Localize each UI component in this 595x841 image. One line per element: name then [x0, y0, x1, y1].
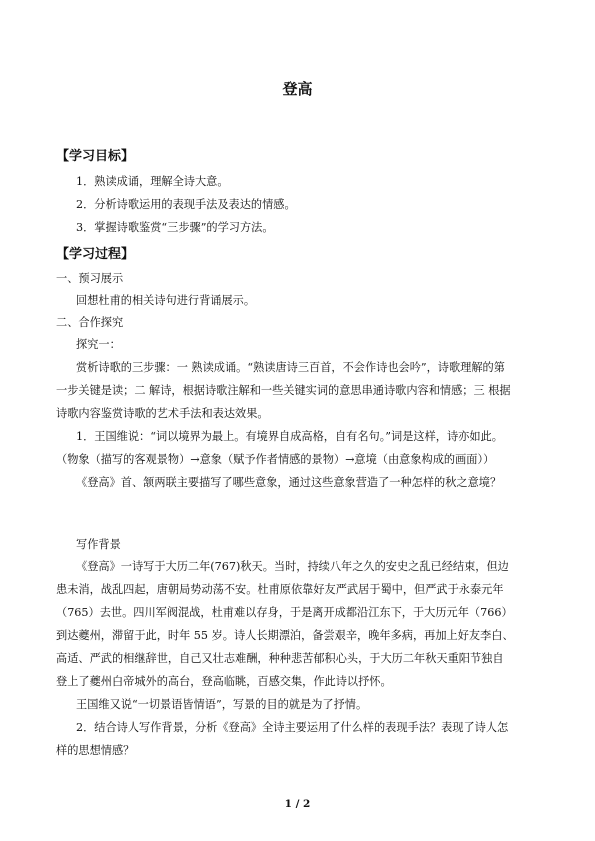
- paragraph-line: 回想杜甫的相关诗句进行背诵展示。: [76, 294, 256, 307]
- paragraph-line: 高适、严武的相继辞世，自己又壮志难酬，种种悲苦郁积心头，于大历二年秋天重阳节独自: [56, 652, 504, 665]
- process-heading: 【学习过程】: [56, 247, 135, 262]
- goal-item: 2．分析诗歌运用的表现手法及表达的情感。: [76, 198, 296, 211]
- background-heading: 写作背景: [76, 538, 121, 551]
- paragraph-line: 诗歌内容鉴赏诗歌的艺术手法和表达效果。: [56, 407, 269, 420]
- page-title: 登高: [282, 80, 313, 98]
- section-heading: 一、预习展示: [56, 272, 124, 285]
- section-heading: 二、合作探究: [56, 316, 124, 329]
- goals-heading: 【学习目标】: [56, 149, 135, 164]
- paragraph-line: （物象（描写的客观景物）→意象（赋予作者情感的景物）→意境（由意象构成的画面））: [56, 453, 495, 466]
- paragraph-line: 一步关键是读；二 解诗，根据诗歌注解和一些关键实词的意思串通诗歌内容和情感；三 根据: [56, 384, 511, 397]
- paragraph-line: 患未消，战乱四起，唐朝局势动荡不安。杜甫原依靠好友严武居于蜀中，但严武于永泰元年: [56, 583, 504, 596]
- question-1: 1．王国维说：“词以境界为最上。有境界自成高格，自有名句。”词是这样，诗亦如此。: [76, 430, 503, 443]
- paragraph-line: 到达夔州，滞留于此，时年 55 岁。诗人长期漂泊，备尝艰辛，晚年多病，再加上好友李白、: [56, 629, 514, 642]
- paragraph-line: 《登高》首、颔两联主要描写了哪些意象，通过这些意象营造了一种怎样的秋之意境？: [76, 476, 502, 489]
- question-2: 2．结合诗人写作背景，分析《登高》全诗主要运用了什么样的表现手法？表现了诗人怎: [76, 721, 509, 734]
- paragraph-line: 王国维又说“一切景语皆情语”，写景的目的就是为了抒情。: [76, 698, 368, 711]
- paragraph-line: （765）去世。四川军阀混战，杜甫难以存身，于是离开成都沿江东下，于大历元年（766）: [56, 606, 513, 619]
- paragraph-line: 探究一：: [76, 338, 121, 351]
- paragraph-line: 赏析诗歌的三步骤：一 熟读成诵。“熟读唐诗三百首，不会作诗也会吟”，诗歌理解的第: [76, 361, 505, 374]
- paragraph-line: 登上了夔州白帝城外的高台，登高临眺，百感交集，作此诗以抒怀。: [56, 675, 392, 688]
- goal-item: 1．熟读成诵，理解全诗大意。: [76, 175, 229, 188]
- paragraph-line: 《登高》一诗写于大历二年(767)秋天。当时，持续八年之久的安史之乱已经结束，但边: [76, 560, 509, 573]
- page-number: 1 / 2: [284, 798, 311, 810]
- goal-item: 3．掌握诗歌鉴赏“三步骤”的学习方法。: [76, 221, 274, 234]
- paragraph-line: 样的思想情感？: [56, 744, 135, 757]
